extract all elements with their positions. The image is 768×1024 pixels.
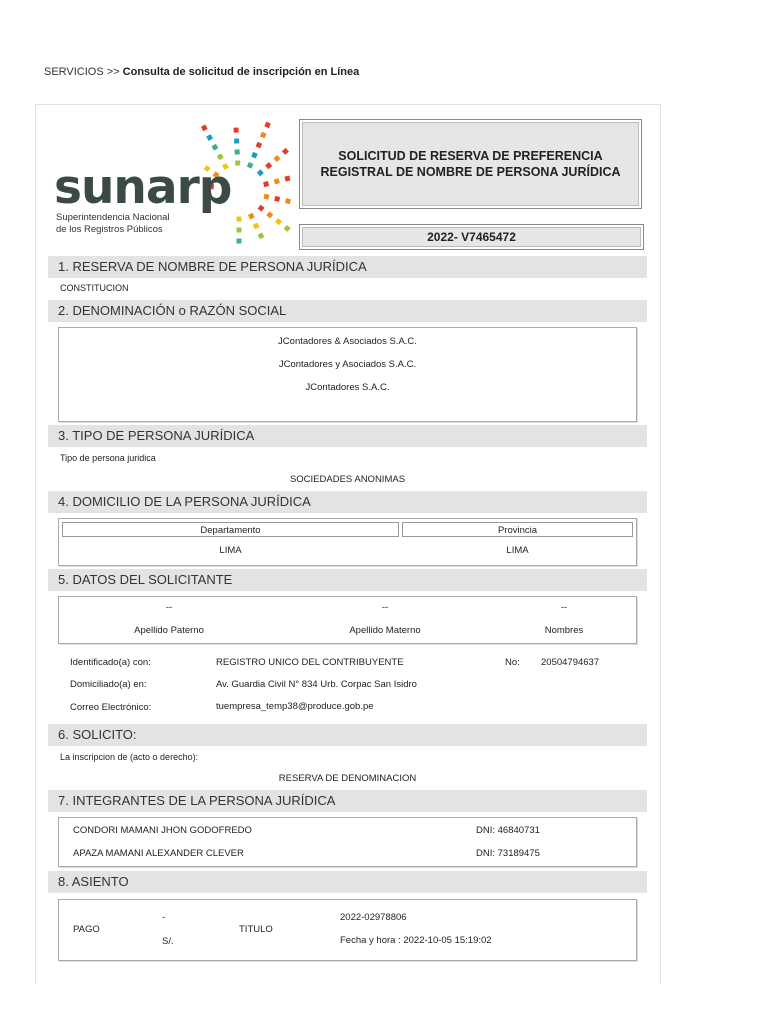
section-1-heading: 1. RESERVA DE NOMBRE DE PERSONA JURÍDICA [48,256,647,278]
reserva-value: CONSTITUCION [60,283,129,293]
logo-dot [274,196,280,202]
logo-dot [256,142,263,149]
logo-dot [266,211,273,218]
fecha-hora: Fecha y hora : 2022-10-05 15:19:02 [340,935,492,946]
document-title: SOLICITUD DE RESERVA DE PREFERENCIA REGISTRAL DE NOMBRE DE PERSONA JURÍDICA [299,119,642,209]
pago-currency: S/. [162,936,174,947]
logo-dot [264,122,271,129]
titulo-number: 2022-02978806 [340,912,407,923]
tipo-value: SOCIEDADES ANONIMAS [289,474,406,485]
logo-dot [235,160,240,165]
logo-dot [206,134,213,141]
logo-dot [237,217,242,222]
logo-dot [274,178,280,184]
section-6-heading: 6. SOLICITO: [48,724,647,746]
logo-dot [284,225,291,232]
logo-dot [258,233,265,240]
logo-dot [234,127,239,132]
logo-subtitle-line2: de los Registros Públicos [56,224,163,235]
logo-dot [201,125,208,132]
section-8-heading: 8. ASIENTO [48,871,647,893]
logo-dot [263,181,269,187]
solicitante-box [58,596,637,644]
logo-wordmark: sunarp [54,160,232,215]
numero-value: 20504794637 [541,657,600,668]
request-card [35,104,661,985]
provincia-header: Provincia [402,522,633,537]
nombres-value: -- [560,602,568,613]
apellido-materno-value: -- [381,602,389,613]
integrantes-box [58,817,637,867]
logo-dot [285,198,291,204]
domiciliado-label: Domiciliado(a) en: [70,679,147,690]
member-2-dni: DNI: 73189475 [476,848,540,859]
denominacion-box [58,327,637,422]
denominacion-3: JContadores S.A.C. [305,382,390,393]
section-4-heading: 4. DOMICILIO DE LA PERSONA JURÍDICA [48,491,647,513]
logo-dot [251,152,258,159]
section-2-heading: 2. DENOMINACIÓN o RAZÓN SOCIAL [48,300,647,322]
denominacion-2: JContadores y Asociados S.A.C. [278,359,417,370]
departamento-header: Departamento [62,522,399,537]
logo-dot [237,228,242,233]
pago-label: PAGO [73,924,100,935]
identificado-value: REGISTRO UNICO DEL CONTRIBUYENTE [216,657,404,668]
member-1-name: CONDORI MAMANI JHON GODOFREDO [73,825,252,836]
pago-dash: - [162,912,166,923]
provincia-value: LIMA [506,545,529,556]
logo-dot [273,155,280,162]
breadcrumb-current: Consulta de solicitud de inscripción en Línea [122,66,360,78]
logo-dot [275,218,282,225]
member-1-dni: DNI: 46840731 [476,825,540,836]
section-5-heading: 5. DATOS DEL SOLICITANTE [48,569,647,591]
domiciliado-value: Av. Guardia Civil N° 834 Urb. Corpac San Isidro [216,679,417,690]
nombres-label: Nombres [544,625,584,636]
titulo-label: TITULO [239,924,273,935]
request-code: 2022- V7465472 [299,224,644,250]
logo-dot [212,144,219,151]
member-2-name: APAZA MAMANI ALEXANDER CLEVER [73,848,244,859]
logo-dot [253,223,260,230]
section-7-heading: 7. INTEGRANTES DE LA PERSONA JURÍDICA [48,790,647,812]
departamento-value: LIMA [219,545,242,556]
logo-dot [247,162,254,169]
logo-dot [237,239,242,244]
apellido-paterno-label: Apellido Paterno [134,625,204,636]
tipo-label: Tipo de persona juridica [60,453,156,463]
correo-value: tuempresa_temp38@produce.gob.pe [216,701,374,712]
correo-label: Correo Electrónico: [70,702,152,713]
breadcrumb [44,66,359,78]
solicito-label: La inscripcion de (acto o derecho): [60,752,199,762]
logo-subtitle-line1: Superintendencia Nacional [56,212,170,223]
numero-label: No: [505,657,520,668]
logo-dot [257,169,264,176]
domicilio-box [58,518,637,566]
logo-dot [258,205,265,212]
denominacion-1: JContadores & Asociados S.A.C. [278,336,417,347]
logo-dot [248,213,255,220]
logo-subtitle [56,212,170,236]
identificado-label: Identificado(a) con: [70,657,151,668]
logo-dot [234,138,239,143]
logo-dot [284,176,290,182]
breadcrumb-prefix[interactable]: SERVICIOS >> [44,66,120,78]
logo-dot [260,132,267,139]
logo-dot [265,162,272,169]
section-3-heading: 3. TIPO DE PERSONA JURÍDICA [48,425,647,447]
logo-dot [282,148,289,155]
apellido-materno-label: Apellido Materno [349,625,421,636]
apellido-paterno-value: -- [165,602,173,613]
asiento-box [58,899,637,961]
solicito-value: RESERVA DE DENOMINACION [278,773,417,784]
logo-dot [263,194,269,200]
logo-dot [235,149,240,154]
